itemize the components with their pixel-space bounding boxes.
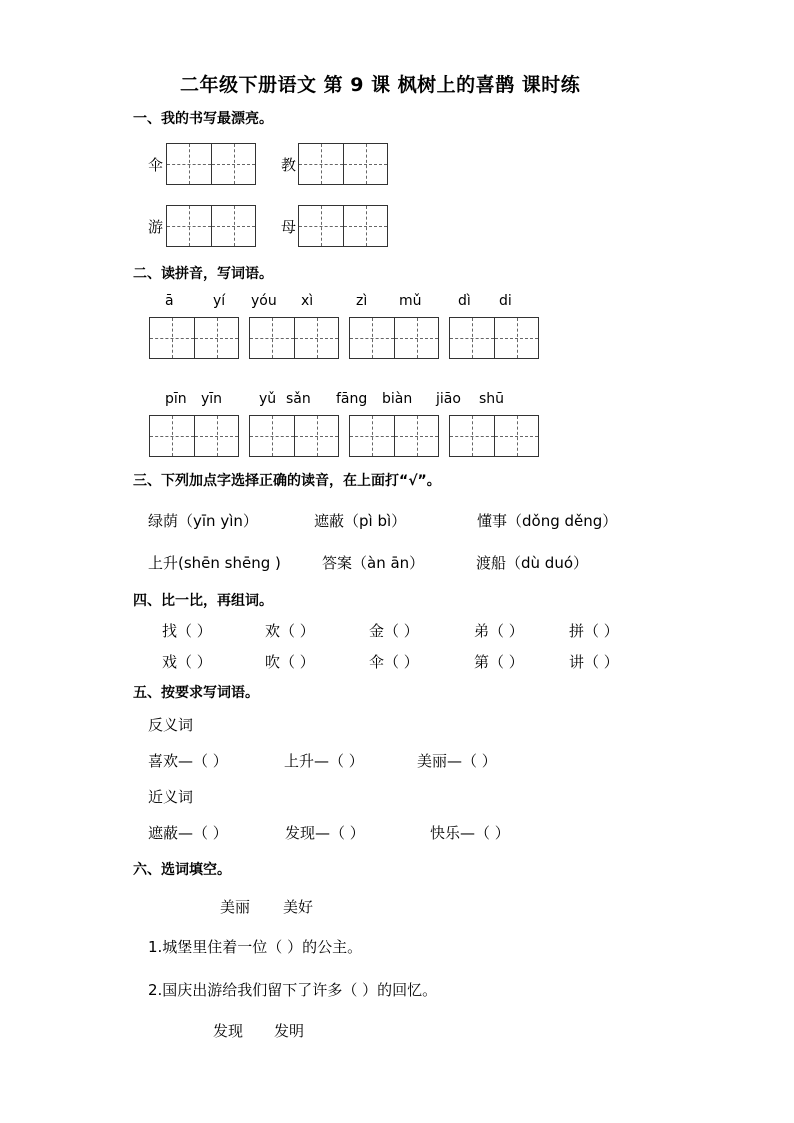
pinyin: biàn — [382, 391, 413, 407]
writing-grid[interactable] — [166, 205, 256, 247]
synonym-item: 发现—（ ） — [285, 824, 365, 842]
writing-grid[interactable] — [149, 415, 239, 457]
word-item: 讲（ ） — [569, 653, 619, 671]
word-item: 拼（ ） — [569, 622, 619, 640]
writing-grid[interactable] — [449, 415, 539, 457]
pronunciation-item: 懂事（dǒng děng） — [477, 512, 618, 530]
pinyin: dì — [458, 293, 471, 309]
word-choice: 发明 — [274, 1022, 305, 1040]
writing-grid[interactable] — [449, 317, 539, 359]
section-5-heading: 五、按要求写词语。 — [133, 685, 259, 701]
fill-question: 2.国庆出游给我们留下了许多（ ）的回忆。 — [148, 981, 438, 999]
section-4-heading: 四、比一比，再组词。 — [133, 593, 273, 609]
fill-question: 1.城堡里住着一位（ ）的公主。 — [148, 938, 363, 956]
pinyin: ā — [165, 293, 174, 309]
char-label: 教 — [281, 156, 297, 174]
word-item: 找（ ） — [162, 622, 212, 640]
pinyin: xì — [301, 293, 314, 309]
antonym-item: 美丽—（ ） — [417, 752, 497, 770]
writing-grid[interactable] — [249, 317, 339, 359]
word-choice: 美丽 — [220, 898, 251, 916]
writing-grid[interactable] — [349, 317, 439, 359]
writing-grid[interactable] — [166, 143, 256, 185]
page-title: 二年级下册语文 第 9 课 枫树上的喜鹊 课时练 — [180, 74, 581, 96]
pronunciation-item: 绿荫（yīn yìn） — [148, 512, 258, 530]
pinyin: yǔ — [259, 391, 277, 407]
word-choice: 发现 — [213, 1022, 244, 1040]
pinyin: yóu — [251, 293, 277, 309]
pronunciation-item: 上升(shēn shēng ) — [148, 554, 281, 572]
antonym-label: 反义词 — [148, 716, 194, 734]
word-item: 吹（ ） — [265, 653, 315, 671]
antonym-item: 喜欢—（ ） — [148, 752, 228, 770]
section-2-heading: 二、读拼音，写词语。 — [133, 266, 273, 282]
char-label: 伞 — [148, 156, 164, 174]
pinyin: yīn — [201, 391, 223, 407]
synonym-item: 快乐—（ ） — [430, 824, 510, 842]
char-label: 游 — [148, 218, 164, 236]
word-item: 戏（ ） — [162, 653, 212, 671]
word-item: 伞（ ） — [369, 653, 419, 671]
char-label: 母 — [281, 218, 297, 236]
pinyin: fāng — [336, 391, 368, 407]
writing-grid[interactable] — [149, 317, 239, 359]
section-6-heading: 六、选词填空。 — [133, 862, 231, 878]
writing-grid[interactable] — [349, 415, 439, 457]
pinyin: mǔ — [399, 293, 422, 309]
synonym-label: 近义词 — [148, 788, 194, 806]
pinyin: shū — [479, 391, 505, 407]
pinyin: sǎn — [286, 391, 311, 407]
writing-grid[interactable] — [298, 205, 388, 247]
word-item: 欢（ ） — [265, 622, 315, 640]
antonym-item: 上升—（ ） — [284, 752, 364, 770]
pinyin: zì — [356, 293, 368, 309]
pronunciation-item: 渡船（dù duó） — [476, 554, 589, 572]
word-item: 第（ ） — [474, 653, 524, 671]
section-3-heading: 三、下列加点字选择正确的读音，在上面打“√”。 — [133, 473, 441, 489]
pinyin: jiāo — [436, 391, 461, 407]
word-item: 金（ ） — [369, 622, 419, 640]
pinyin: di — [499, 293, 512, 309]
word-item: 弟（ ） — [474, 622, 524, 640]
pinyin: pīn — [165, 391, 187, 407]
section-1-heading: 一、我的书写最漂亮。 — [133, 111, 273, 127]
synonym-item: 遮蔽—（ ） — [148, 824, 228, 842]
writing-grid[interactable] — [249, 415, 339, 457]
pinyin: yí — [213, 293, 226, 309]
pronunciation-item: 答案（àn ān） — [322, 554, 425, 572]
pronunciation-item: 遮蔽（pì bì） — [314, 512, 407, 530]
writing-grid[interactable] — [298, 143, 388, 185]
word-choice: 美好 — [283, 898, 314, 916]
